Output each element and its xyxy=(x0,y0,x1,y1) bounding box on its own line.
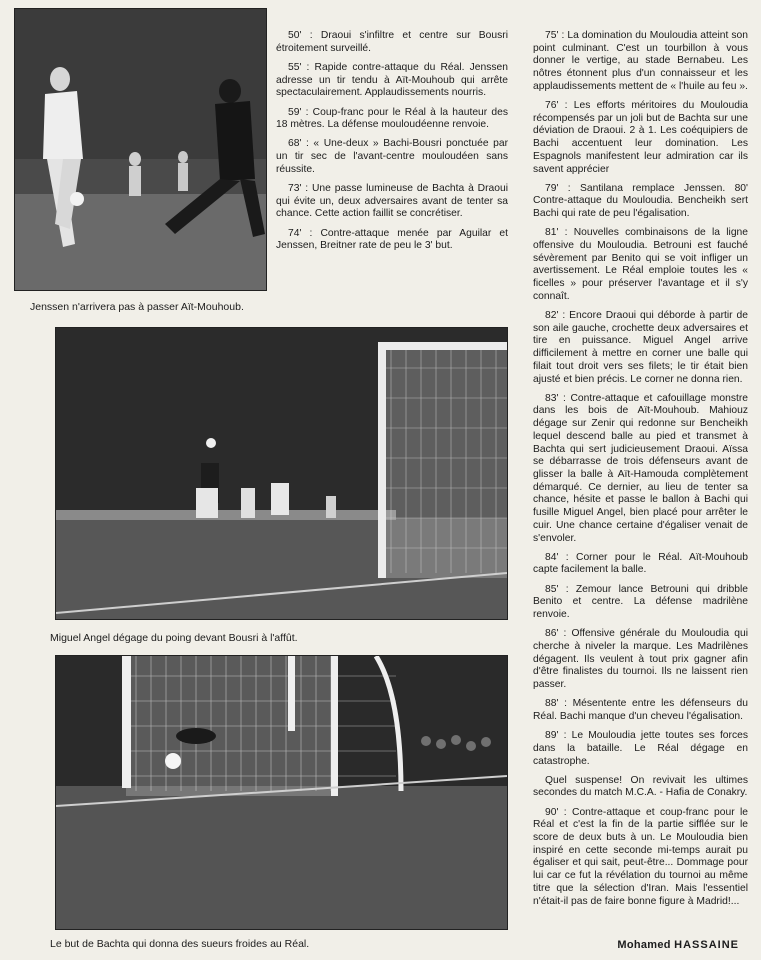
photo-caption-1: Jenssen n'arrivera pas à passer Aït-Mouhoub. xyxy=(30,301,244,313)
author-byline xyxy=(617,939,739,951)
paragraph-suspense: Quel suspense! On revivait les ultimes secondes du match M.C.A. - Hafia de Conakry. xyxy=(533,774,748,799)
paragraph-79-80: 79' : Santilana remplace Jenssen. 80' Contre-attaque du Mouloudia. Bencheikh sert Bachi qui rate de peu l'égalisation. xyxy=(533,182,748,220)
paragraph-82: 82' : Encore Draoui qui déborde à partir de son aile gauche, crochette deux adversaires et tire en puissance. Miguel Angel arrive difficilement à mettre en corner une balle qui filait tout droit vers ses filets; le tir était bien ajusté et bien précis. Le corner ne donna rien. xyxy=(533,310,748,385)
author-last-name: HASSAINE xyxy=(674,939,739,951)
photo-caption-2: Miguel Angel dégage du poing devant Bousri à l'affût. xyxy=(50,632,298,644)
author-first-name: Mohamed xyxy=(617,939,671,951)
paragraph-73: 73' : Une passe lumineuse de Bachta à Draoui qui évite un, deux adversaires avant de tenter sa chance. Cette action faillit se concrétiser. xyxy=(276,183,508,220)
paragraph-83: 83' : Contre-attaque et cafouillage monstre dans les bois de Aït-Mouhoub. Mahiouz dégage sur Zenir qui redonne sur Bencheikh lequel descend balle au pied et transmet à Bachta qui sert judicieusement Draoui. Aïssa se débarrasse de trois défenseurs avant de glisser la balle à Aït-Hamouda complètement démarqué. Ce dernier, au lieu de tenter sa chance, hésite et passe le ballon à Bachi qui fusille Miguel Angel, bien placé pour arrêter le cuir. Une chance certaine d'égaliser venait de s'envoler. xyxy=(533,392,748,544)
paragraph-50: 50' : Draoui s'infiltre et centre sur Bousri étroitement surveillé. xyxy=(276,30,508,54)
paragraph-84: 84' : Corner pour le Réal. Aït-Mouhoub capte facilement la balle. xyxy=(533,551,748,576)
article-column-right xyxy=(533,30,748,915)
photo-goalkeeper-punch xyxy=(55,327,508,620)
photo-bachta-goal xyxy=(55,655,508,930)
paragraph-59: 59' : Coup-franc pour le Réal à la hauteur des 18 mètres. La défense mouloudéenne renvoie. xyxy=(276,106,508,131)
paragraph-55: 55' : Rapide contre-attaque du Réal. Jenssen adresse un tir tendu à Aït-Mouhoub qui arrête spectaculairement. Applaudissements nourris. xyxy=(276,61,508,99)
photo-caption-3: Le but de Bachta qui donna des sueurs froides au Réal. xyxy=(50,938,310,950)
paragraph-76: 76' : Les efforts méritoires du Mouloudia récompensés par un joli but de Bachta sur une déviation de Draoui. 2 à 1. Les coéquipiers de Bachi accentuent leur domination. Les Espagnols manifestent leur admiration car ils savent apprécier xyxy=(533,100,748,175)
paragraph-86: 86' : Offensive générale du Mouloudia qui cherche à niveler la marque. Les Madrilènes dégagent. Ils veulent à tout prix gagner afin d'être finalistes du tournoi. Ils ne laissent rien passer. xyxy=(533,628,748,691)
paragraph-81: 81' : Nouvelles combinaisons de la ligne offensive du Mouloudia. Betrouni est fauché sévèrement par Benito qui se voit infliger un avertissement. Le Réal emploie toutes les « ficelles » pour préserver l'avantage et il s'y connaît. xyxy=(533,227,748,302)
paragraph-90: 90' : Contre-attaque et coup-franc pour le Réal et c'est la fin de la partie sifflée sur le score de deux buts à un. Le Mouloudia bien inspiré en cette seconde mi-temps aurait pu égaliser et qui sait, peut-être... Dommage pour lui car ce fut la révélation du tournoi au même titre que la sélection d'Iran. Mais l'essentiel n'était-il pas de faire bonne figure à Madrid!... xyxy=(533,806,748,907)
paragraph-85: 85' : Zemour lance Betrouni qui dribble Benito et centre. La défense madrilène renvoie. xyxy=(533,583,748,621)
paragraph-89: 89' : Le Mouloudia jette toutes ses forces dans la bataille. Le Réal dégage en catastrophe. xyxy=(533,730,748,767)
photo-jenssen-vs-goalkeeper xyxy=(14,8,267,291)
paragraph-74: 74' : Contre-attaque menée par Aguilar et Jenssen, Breitner rate de peu le 3' but. xyxy=(276,227,508,252)
paragraph-75: 75' : La domination du Mouloudia atteint son point culminant. C'est un tourbillon à vous donner le vertige, au stade Bernabeu. Les nôtres étonnent plus d'un connaisseur et les applaudissements mettent de « l'huile au feu ». xyxy=(533,30,748,92)
article-column-middle xyxy=(276,30,508,260)
paragraph-88: 88' : Mésentente entre les défenseurs du Réal. Bachi manque d'un cheveu l'égalisation. xyxy=(533,698,748,722)
paragraph-68: 68' : « Une-deux » Bachi-Bousri ponctuée par un tir sec de l'avant-centre mouloudéen sans réussite. xyxy=(276,138,508,175)
